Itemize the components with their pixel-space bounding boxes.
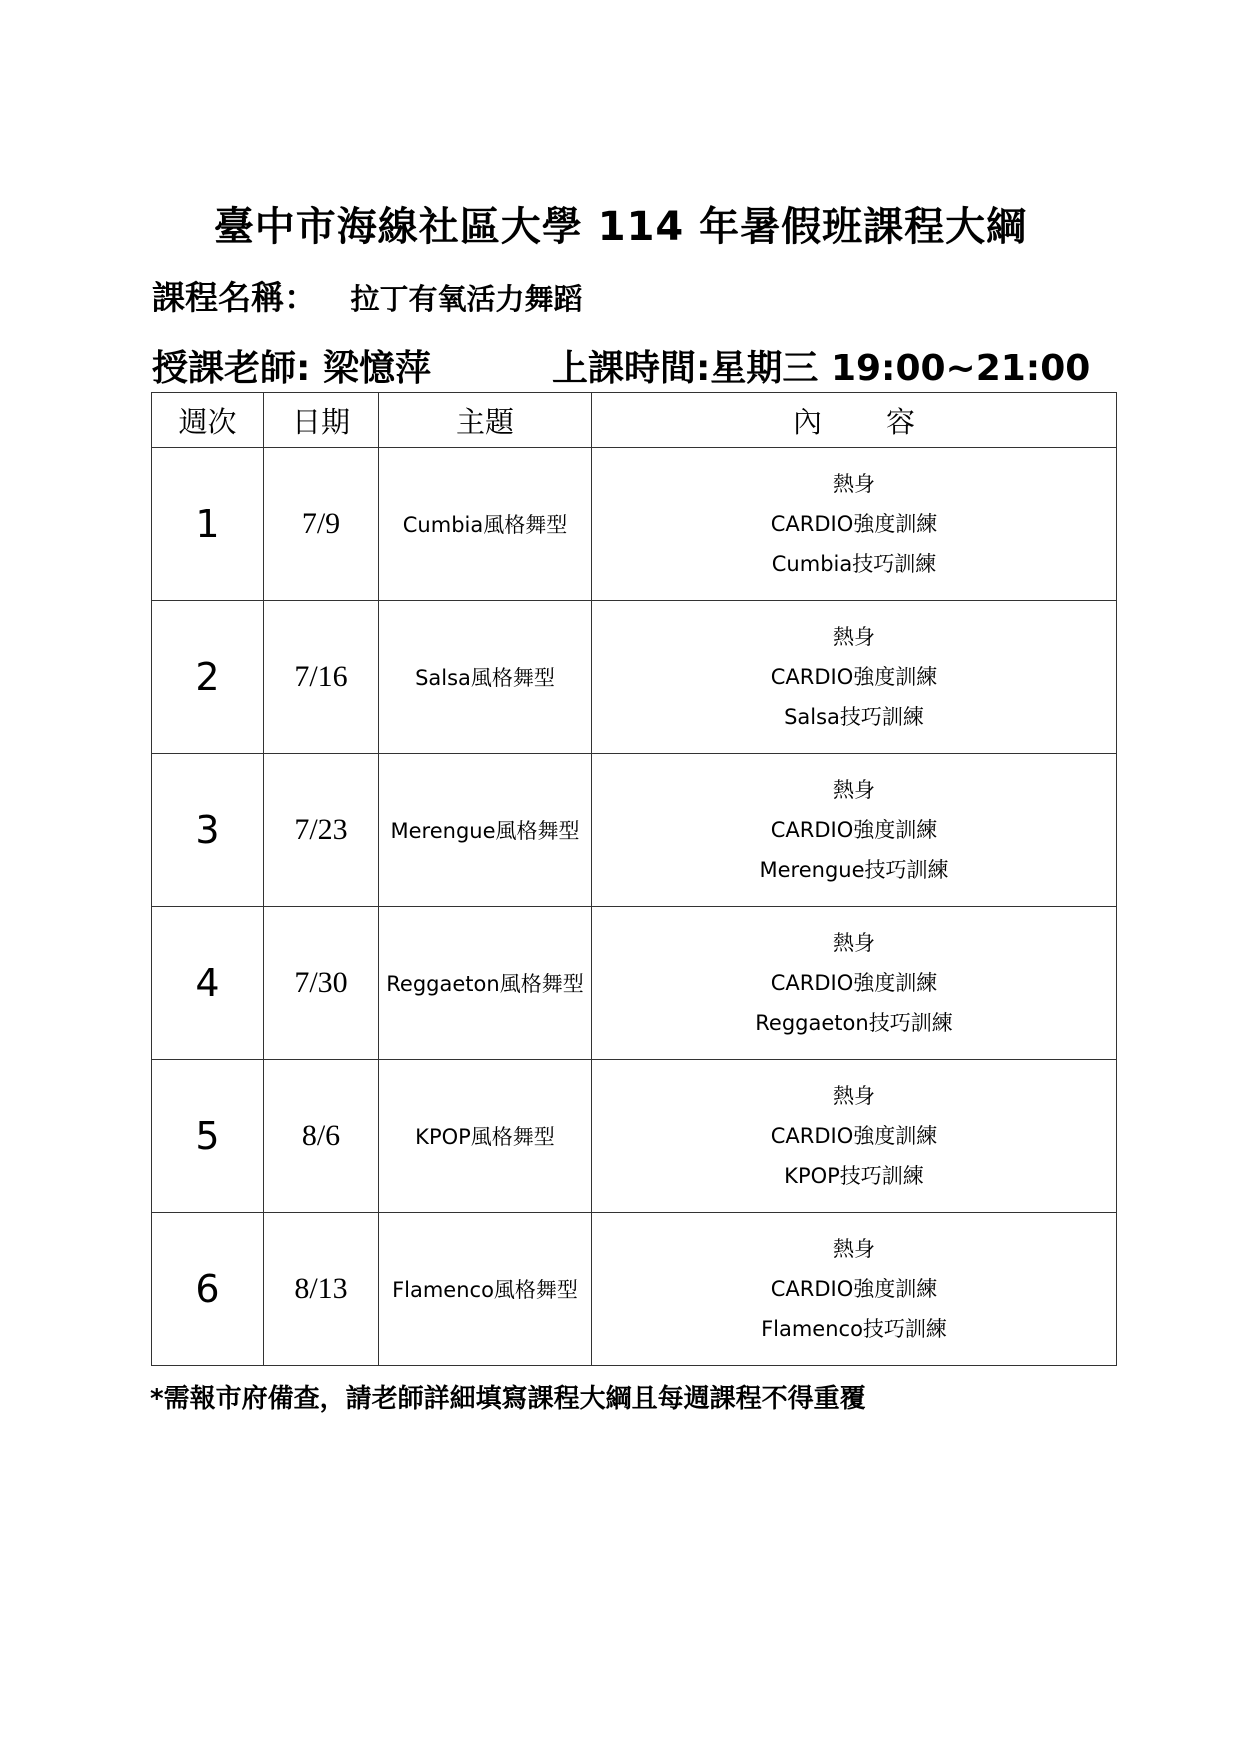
content-item: CARDIO強度訓練	[770, 665, 938, 689]
week-cell: 4	[152, 907, 264, 1060]
content-item: KPOP技巧訓練	[784, 1164, 924, 1188]
content-item: 熱身	[833, 1084, 875, 1108]
content-item: CARDIO強度訓練	[770, 1124, 938, 1148]
page-title: 臺中市海線社區大學 114 年暑假班課程大綱	[213, 204, 1028, 250]
table-header-row	[152, 393, 1117, 448]
content-cell	[592, 907, 1117, 1060]
content-item: CARDIO強度訓練	[770, 971, 938, 995]
content-item: 熱身	[833, 778, 875, 802]
table-row	[152, 601, 1117, 754]
topic-cell: Reggaeton風格舞型	[379, 907, 592, 1060]
content-item: Reggaeton技巧訓練	[755, 1011, 953, 1035]
class-time-line	[552, 340, 1090, 391]
content-cell	[592, 1060, 1117, 1213]
week-cell: 1	[152, 448, 264, 601]
column-header-content	[592, 393, 1117, 448]
topic-cell: KPOP風格舞型	[379, 1060, 592, 1213]
content-item: Flamenco技巧訓練	[761, 1317, 947, 1341]
topic-cell: Merengue風格舞型	[379, 754, 592, 907]
teacher-line	[152, 340, 431, 391]
column-header-content-part2: 容	[886, 404, 916, 439]
date-cell: 7/30	[264, 907, 379, 1060]
date-cell: 7/16	[264, 601, 379, 754]
date-cell: 7/9	[264, 448, 379, 601]
content-item: CARDIO強度訓練	[770, 1277, 938, 1301]
table-row	[152, 1213, 1117, 1366]
content-cell	[592, 1213, 1117, 1366]
content-item: 熱身	[833, 931, 875, 955]
content-item: Salsa技巧訓練	[784, 705, 924, 729]
date-cell: 7/23	[264, 754, 379, 907]
content-item: Cumbia技巧訓練	[771, 552, 937, 576]
content-item: 熱身	[833, 625, 875, 649]
week-cell: 3	[152, 754, 264, 907]
week-cell: 6	[152, 1213, 264, 1366]
column-header-topic: 主題	[379, 393, 592, 448]
column-header-content-part1: 內	[792, 404, 822, 439]
syllabus-body	[152, 448, 1117, 1366]
content-cell	[592, 448, 1117, 601]
date-cell: 8/6	[264, 1060, 379, 1213]
topic-cell: Salsa風格舞型	[379, 601, 592, 754]
column-header-week: 週次	[152, 393, 264, 448]
class-time-value: 19:00~21:00	[830, 348, 1091, 389]
content-cell	[592, 601, 1117, 754]
content-item: CARDIO強度訓練	[770, 818, 938, 842]
content-item: CARDIO強度訓練	[770, 512, 938, 536]
topic-cell: Flamenco風格舞型	[379, 1213, 592, 1366]
course-name-label: 課程名稱：	[152, 278, 317, 317]
course-name-line	[152, 272, 583, 319]
table-row	[152, 448, 1117, 601]
topic-cell: Cumbia風格舞型	[379, 448, 592, 601]
teacher-label: 授課老師:	[152, 348, 311, 389]
table-row	[152, 754, 1117, 907]
column-header-date: 日期	[264, 393, 379, 448]
course-name-value: 拉丁有氧活力舞蹈	[350, 282, 583, 316]
footnote: *需報市府備查，請老師詳細填寫課程大綱且每週課程不得重覆	[150, 1384, 866, 1414]
class-time-label: 上課時間:星期三	[552, 348, 819, 389]
table-row	[152, 1060, 1117, 1213]
table-row	[152, 907, 1117, 1060]
content-item: Merengue技巧訓練	[759, 858, 949, 882]
week-cell: 2	[152, 601, 264, 754]
week-cell: 5	[152, 1060, 264, 1213]
teacher-name: 梁憶萍	[322, 348, 431, 389]
content-cell	[592, 754, 1117, 907]
date-cell: 8/13	[264, 1213, 379, 1366]
syllabus-table	[151, 392, 1117, 1366]
content-item: 熱身	[833, 472, 875, 496]
content-item: 熱身	[833, 1237, 875, 1261]
